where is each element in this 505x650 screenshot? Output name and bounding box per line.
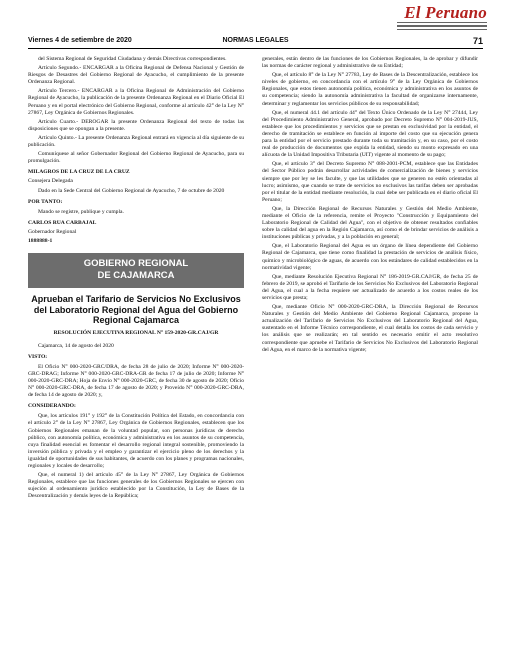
paragraph: Artículo Tercero.- ENCARGAR a la Oficina Regional de Administración del Gobierno Regional de Ayacucho, la publicación de la presente Ordenanza Regional en el Diario Oficial El Peruano y en el portal electrónico del Gobierno Regional, conforme al artículo 42° de la Ley N° 27867, Ley Orgánica de Gobiernos Regionales.	[28, 88, 244, 116]
right-column	[262, 56, 478, 356]
paragraph: Artículo Cuarto.- DEROGAR la presente Ordenanza Regional del texto de todas las disposiciones que se opongan a la presente.	[28, 118, 244, 132]
government-banner-line2: DE CAJAMARCA	[97, 270, 175, 282]
paragraph: del Sistema Regional de Seguridad Ciudadana y demás Directivas correspondientes.	[38, 56, 227, 62]
paragraph: Que, mediante Oficio N° 000-2020-GRC-DRA, la Dirección Regional de Recursos Naturales y Gestión del Medio Ambiente del Gobierno Regional Cajamarca, propone la actualización del Tarifario de Servicios No Exclusivos del Laboratorio Regional del Agua, sustentado en el Informe Técnico correspondiente, el cual detalla los costos de cada servicio y los análisis que se realizarán; en tal sentido es necesario emitir el acto resolutivo correspondiente que apruebe el Tarifario de Servicios No Exclusivos del Laboratorio Regional del Agua, en el marco de la normativa vigente;	[262, 304, 478, 353]
header-section: NORMAS LEGALES	[222, 37, 289, 44]
newspaper-logo: El Peruano	[404, 3, 487, 22]
por-tanto: POR TANTO:	[28, 198, 63, 205]
considerando-heading: CONSIDERANDO:	[28, 403, 76, 410]
paragraph: Que, el artículo 3° del Decreto Supremo N° 088-2001-PCM, establece que las Entidades del Sector Público podrán desarrollar actividades de comercialización de bienes y servicios siempre que por ley se les faculte, y que las utilidades que se generen no estén orientadas al lucro; asimismo, que cuando se trate de servicios no exclusivos las tarifas deben ser aprobadas por el titular de la entidad mediante resolución, la cual debe ser publicada en el diario oficial El Peruano;	[262, 161, 478, 203]
paragraph: generales, están dentro de las funciones de los Gobiernos Regionales, la de aprobar y difundir las normas de carácter regional y administrativo de su Entidad;	[262, 56, 478, 70]
header-date: Viernes 4 de setiembre de 2020	[28, 37, 132, 44]
signer-role: Gobernador Regional	[28, 228, 77, 235]
paragraph: Que, la Dirección Regional de Recursos Naturales y Gestión del Medio Ambiente, mediante el Oficio de la referencia, remite el Proyecto "Construcción y Equipamiento del Laboratorio Regional de Calidad del Agua", con el objetivo de obtener resultados confiables sobre la calidad del agua en la Región Cajamarca, así como el de brindar servicios de análisis a instituciones públicas y privadas, y a la población en general;	[262, 205, 478, 241]
masthead	[0, 0, 505, 34]
paragraph: Artículo Quinto.- La presente Ordenanza Regional entrará en vigencia al día siguiente de su publicación.	[28, 134, 244, 149]
paragraph: Que, el Laboratorio Regional del Agua es un órgano de línea dependiente del Gobierno Regional de Cajamarca, que tiene como finalidad la prestación de servicios de análisis físico, químico y microbiológico de aguas, de acuerdo con los estándares de calidad establecidos en la normatividad vigente;	[262, 243, 478, 271]
visto-heading: VISTO:	[28, 353, 48, 360]
paragraph: Artículo Segundo.- ENCARGAR a la Oficina Regional de Defensa Nacional y Gestión de Riesgos de Desastres del Gobierno Regional de Ayacucho, el cumplimiento de la presente Ordenanza Regional.	[28, 65, 244, 86]
logo-subtitle-lines	[397, 22, 487, 32]
government-banner-line1: GOBIERNO REGIONAL	[83, 258, 189, 270]
paragraph: Que, el numeral 1) del artículo 45° de la Ley N° 27867, Ley Orgánica de Gobiernos Regionales, establece que las funciones generales de los Gobiernos Regionales se ejercen con sujeción al ordenamiento jurídico establecido por la Constitución, la Ley de Bases de la Descentralización y demás leyes de la República;	[28, 472, 244, 500]
page-header	[28, 36, 483, 49]
paragraph: Que, los artículos 191° y 192° de la Constitución Política del Estado, en concordancia con el artículo 2° de la Ley N° 27867, Ley Orgánica de Gobiernos Regionales, establecen que los Gobiernos Regionales emanan de la voluntad popular, son personas jurídicas de derecho público, con autonomía política, económica y administrativa en los asuntos de su competencia, cuya finalidad esencial es fomentar el desarrollo regional integral sostenible, promoviendo la inversión pública y privada y el empleo y garantizar el ejercicio pleno de los derechos y la igualdad de oportunidades de sus habitantes, de acuerdo con los planes y programas nacionales, regionales y locales de desarrollo;	[28, 413, 244, 469]
closing-text: Comuníquese al señor Gobernador Regional del Gobierno Regional de Ayacucho, para su promulgación.	[28, 151, 244, 165]
mando-text: Mando se registre, publique y cumpla.	[38, 208, 124, 215]
left-column	[28, 56, 244, 502]
place-date: Dado en la Sede Central del Gobierno Regional de Ayacucho, 7 de octubre de 2020	[38, 187, 225, 194]
page-number: 71	[472, 36, 483, 46]
reference-number: 1888888-1	[28, 237, 53, 244]
signer-name: CARLOS RUA CARBAJAL	[28, 219, 97, 226]
signer-role: Consejera Delegada	[28, 178, 73, 185]
paragraph: Que, el artículo 8° de la Ley N° 27783, Ley de Bases de la Descentralización, establece los niveles de gobierno, en concordancia con el artículo 9° de la Ley Orgánica de Gobiernos Regionales, que estos tienen autonomía política, económica y administrativa en los asuntos de su competencia; siendo la autonomía administrativa la facultad de organizarse internamente, determinar y reglamentar los servicios públicos de su responsabilidad;	[262, 72, 478, 107]
paragraph: Que, el numeral 44.1 del artículo 44° del Texto Único Ordenado de la Ley N° 27444, Ley del Procedimiento Administrativo General, aprobado por Decreto Supremo N° 004-2019-JUS, establece que los procedimientos y servicios que se prestan en exclusividad por la entidad, el derecho de tramitación se establece en función al importe del costo que su ejecución genera para la entidad por el servicio prestado durante toda su tramitación y, en su caso, por el costo real de producción de documentos que expida la entidad, siendo su monto expresado en una alícuota de la Unidad Impositiva Tributaria (UIT) vigente al momento de su pago;	[262, 109, 478, 159]
resolution-number: RESOLUCIÓN EJECUTIVA REGIONAL N° 159-2020-GR.CAJ/GR	[53, 329, 219, 336]
paragraph: Que, mediante Resolución Ejecutiva Regional N° 186-2019-GR.CAJ/GR, de fecha 25 de febrero de 2019, se aprobó el Tarifario de los Servicios No Exclusivos del Laboratorio Regional del Agua, el cual a la fecha requiere ser actualizado de acuerdo a los costos reales de los servicios que presta;	[262, 273, 478, 301]
place-date: Cajamarca, 14 de agosto del 2020	[38, 342, 114, 349]
government-banner	[28, 253, 244, 288]
visto-text: El Oficio N° 000-2020-GRC/DRA, de fecha 28 de julio de 2020; Informe N° 000-2020-GRC-DRAG; Informe N° 000-2020-GRC-DRA-GR de fecha 17 de julio de 2020; Informe N° 000-2020-GRC-DRA; Hoja de Envío N° 000-2020-GRC, de fecha 30 de agosto de 2020; Oficio N° 000-2020-GRC-DRA, de fecha 17 de agosto de 2020; y Proveído N° 000-2020-GRC-DRA, de fecha 14 de agosto de 2020; y,	[28, 363, 244, 399]
signer-name: MILAGROS DE LA CRUZ DE LA CRUZ	[28, 169, 130, 176]
rule-title: Aprueban el Tarifario de Servicios No Exclusivos del Laboratorio Regional del Agua del Gobierno Regional Cajamarca	[31, 294, 241, 326]
